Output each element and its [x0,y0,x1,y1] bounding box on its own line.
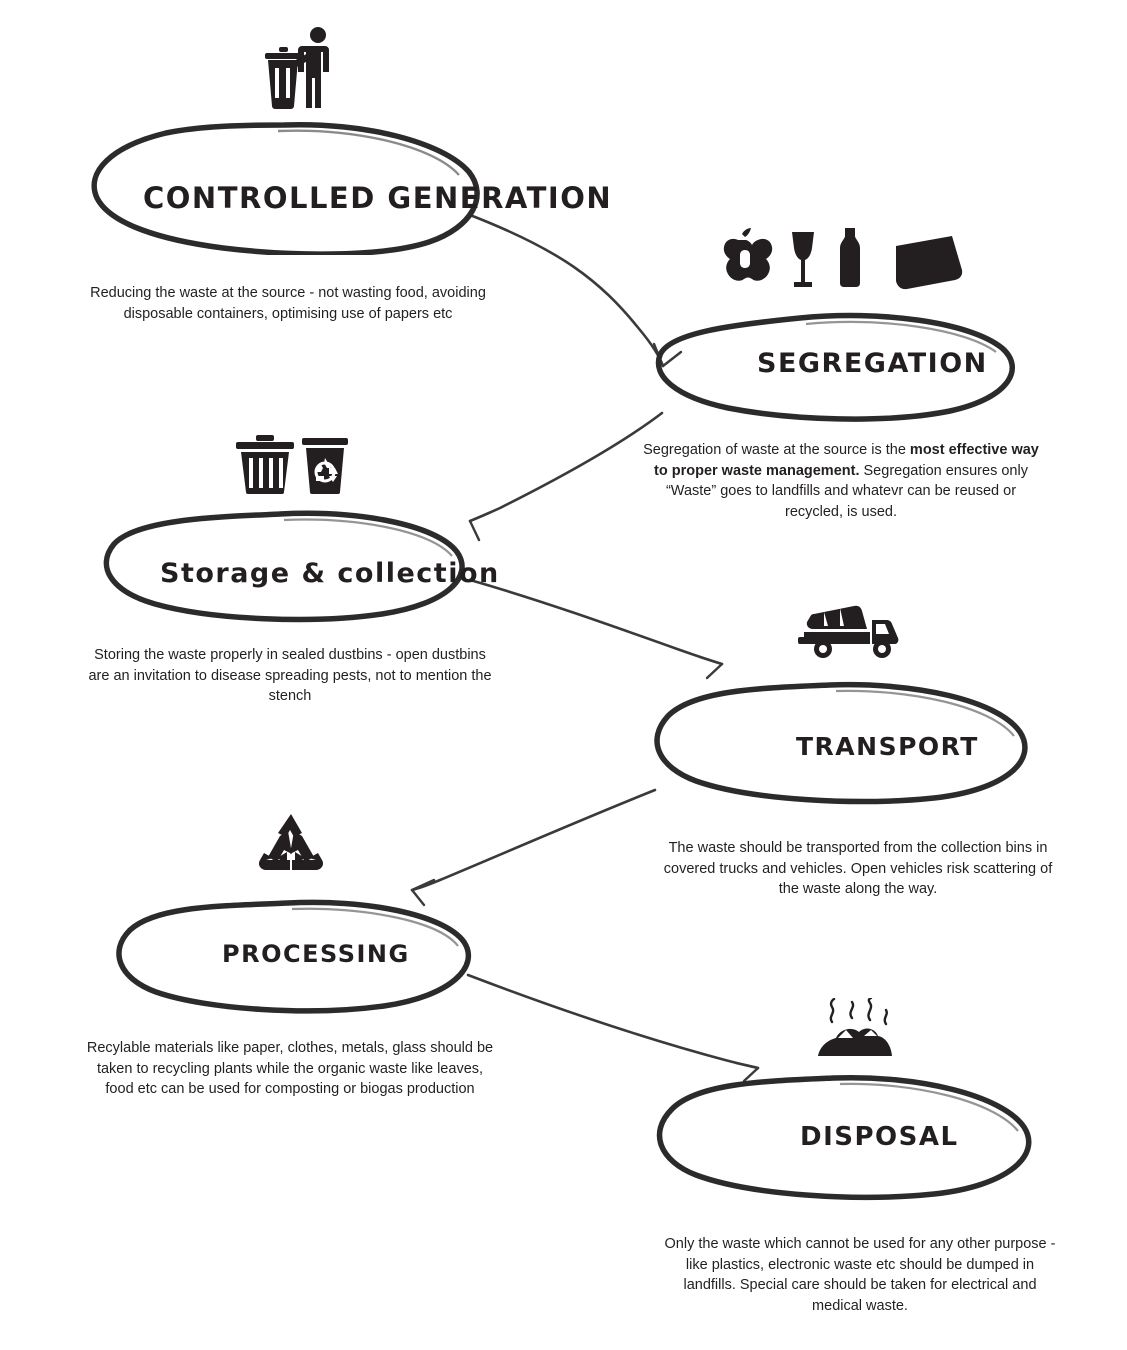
caption-processing: Recylable materials like paper, clothes, metals, glass should be taken to recycling plants while the organic waste like leaves, food etc can be used for composting or biogas production [86,1040,494,1098]
dustbin-recycle-bin-icon [232,432,350,499]
node-label-segregation: SEGREGATION [757,348,988,379]
caption-segregation-part2: Segregation ensures only “Waste” goes to landfills and whatevr can be reused or recycled, is used. [665,462,1028,520]
caption-controlled-generation: Reducing the waste at the source - not wasting food, avoiding disposable containers, optimising use of papers etc [90,285,486,322]
caption-segregation-part1: Segregation of waste at the source is the [643,442,910,458]
arrow-segregation-to-storage [470,413,662,521]
node-label-disposal: DISPOSAL [800,1122,959,1152]
caption-segregation-bold: most effective way to proper waste management. [654,442,1039,479]
arrow-generation-to-segregation [470,215,663,366]
arrow-head-3 [700,657,722,678]
arrow-processing-to-disposal [468,975,758,1068]
node-label-controlled-generation: CONTROLLED GENERATION [143,181,613,215]
node-label-storage-collection: Storage & collection [160,558,500,589]
arrow-head-2 [470,512,491,540]
garbage-truck-icon [796,604,902,665]
caption-disposal: Only the waste which cannot be used for any other purpose - like plastics, electronic waste etc should be dumped in landfills. Special care should be taken for electrical and medical waste. [664,1236,1056,1314]
caption-storage-collection: Storing the waste properly in sealed dustbins - open dustbins are an invitation to disease spreading pests, not to mention the stench [88,647,492,705]
smoking-landfill-pile-icon [808,998,904,1063]
arrow-storage-to-transport [470,580,722,664]
person-throwing-trash-icon [262,26,338,115]
apple-core-bottle-newspaper-icon [718,228,968,295]
node-label-transport: TRANSPORT [796,732,979,761]
arrow-transport-to-processing [412,790,655,890]
caption-transport: The waste should be transported from the collection bins in covered trucks and vehicles. Open vehicles risk scattering of the waste along the way. [663,840,1053,898]
recycling-symbol-icon [254,812,328,885]
caption-segregation [636,440,1046,522]
node-label-processing: PROCESSING [222,940,410,968]
